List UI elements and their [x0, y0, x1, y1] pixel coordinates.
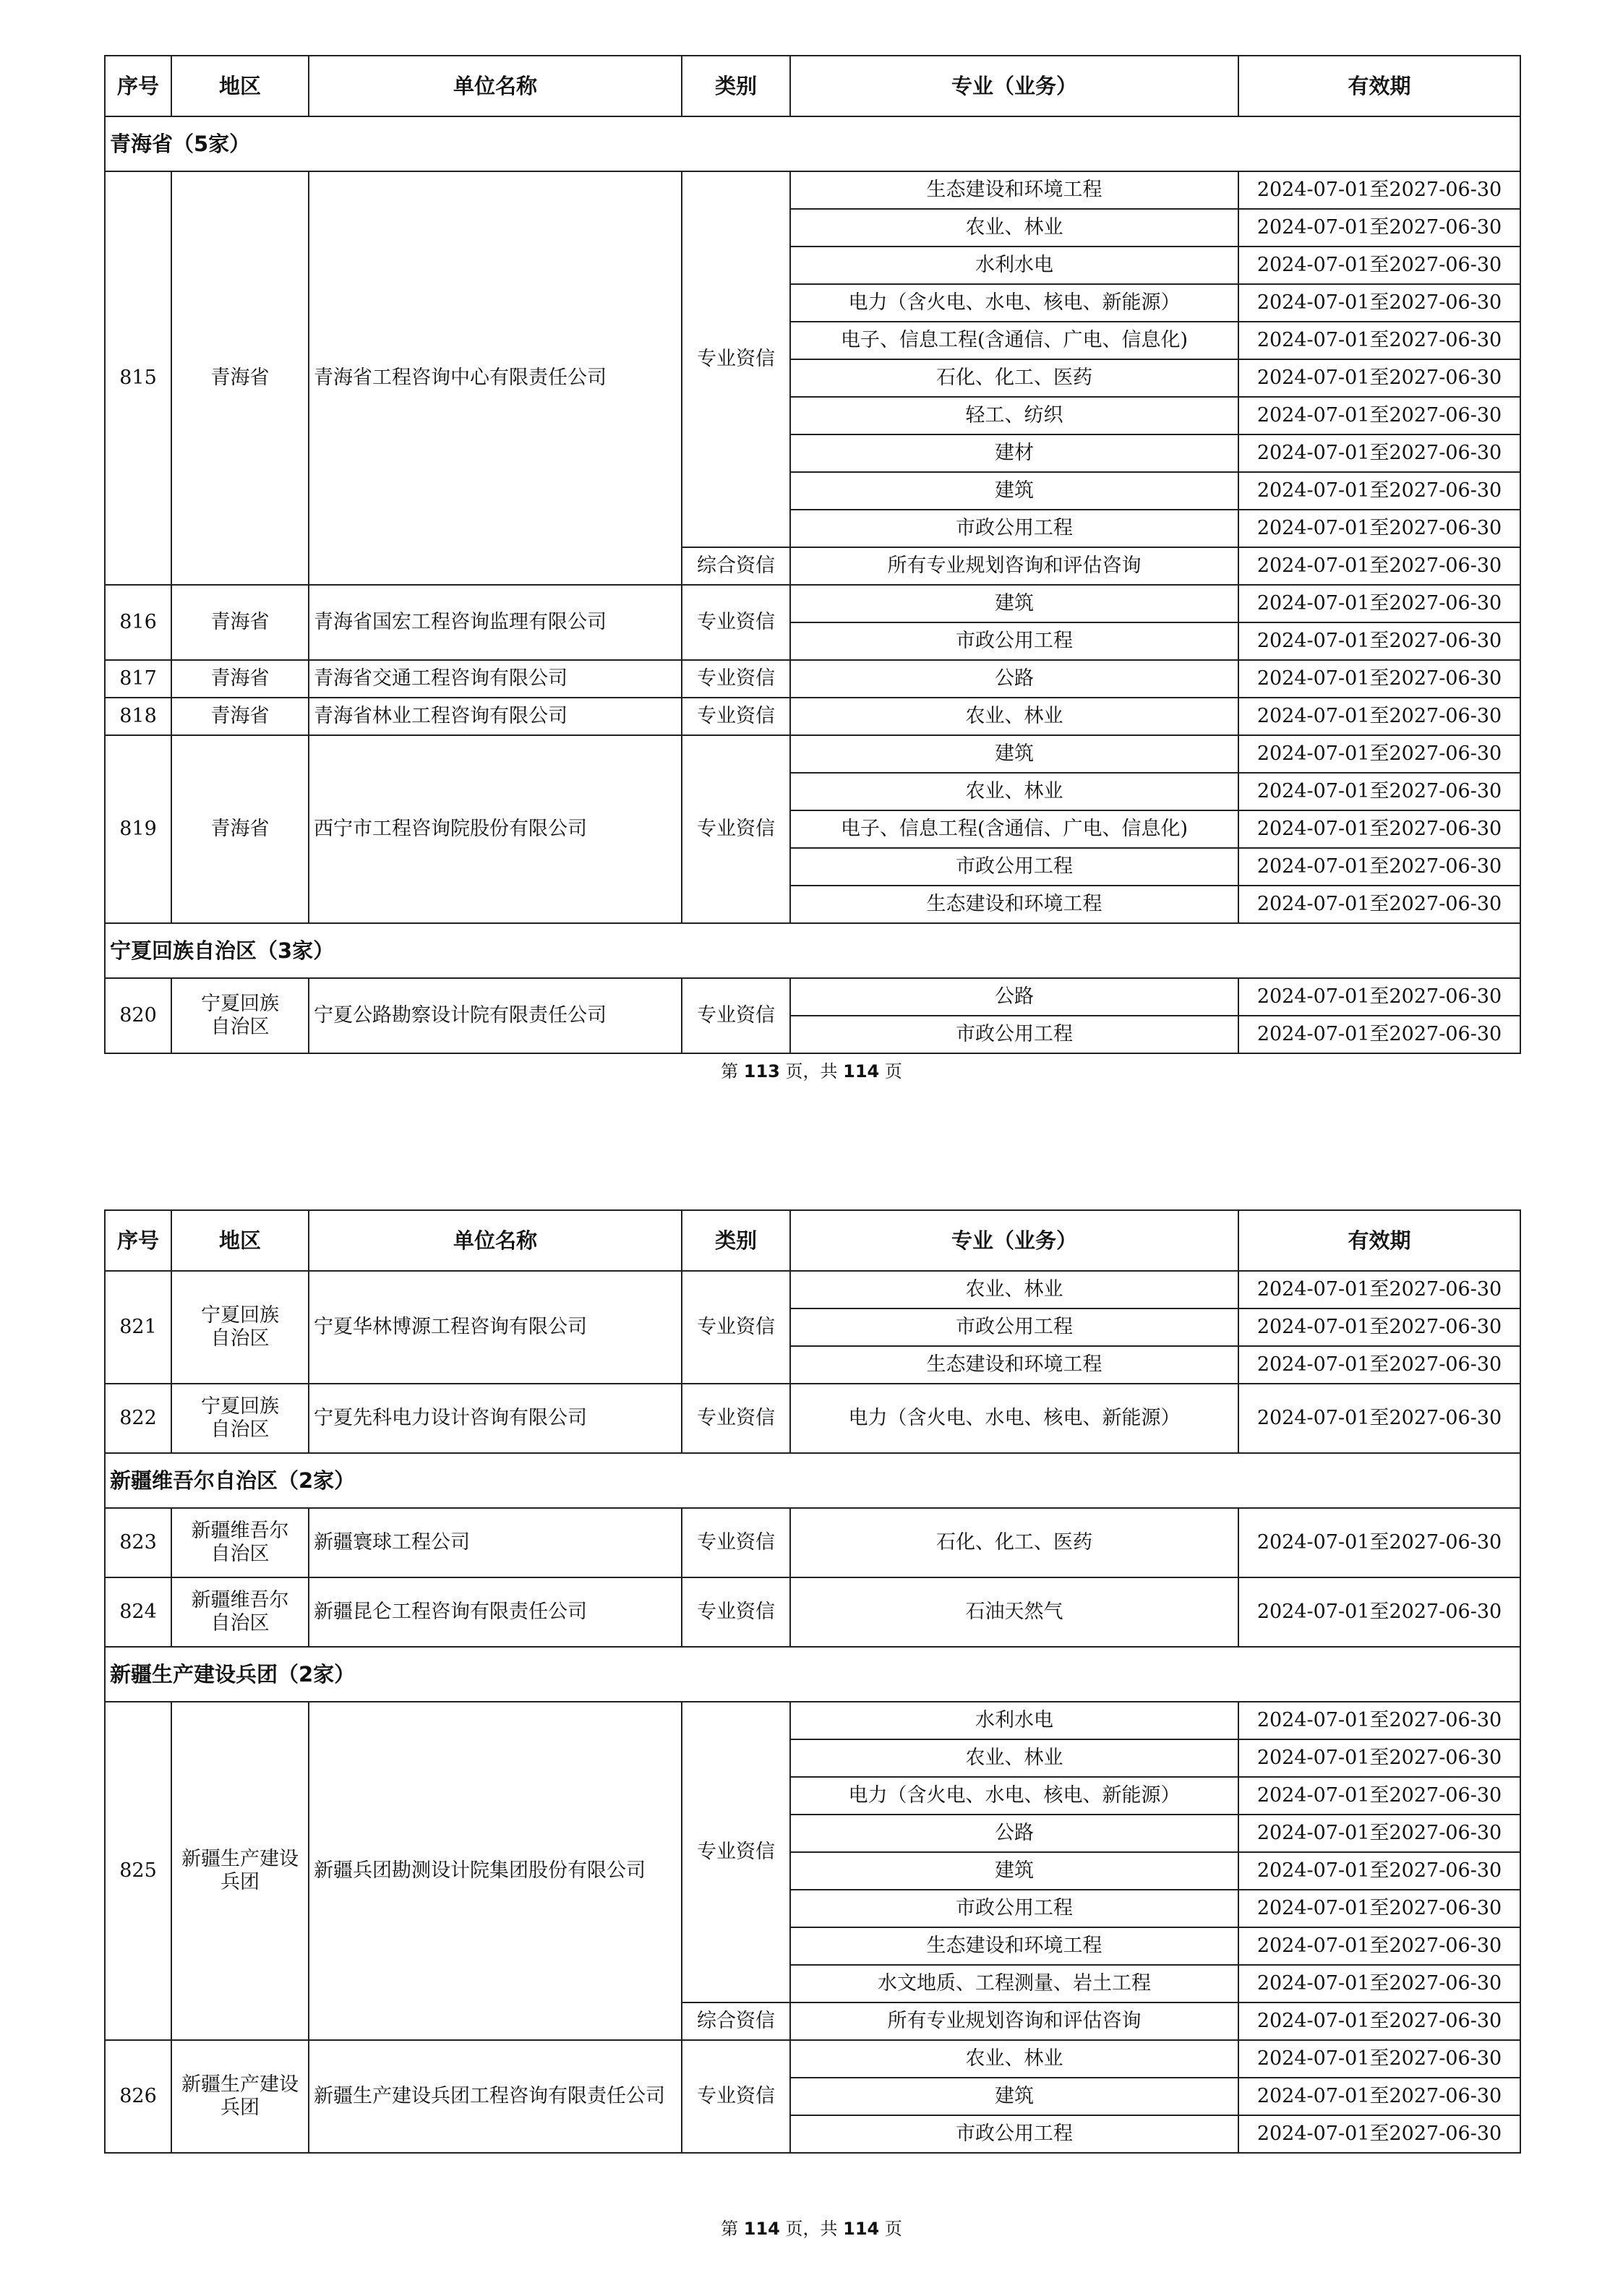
- table-header-row: [105, 56, 1520, 116]
- company-name-cell: 青海省工程咨询中心有限责任公司: [309, 171, 682, 585]
- specialty-cell: 公路: [790, 660, 1238, 698]
- specialty-cell: 公路: [790, 1815, 1238, 1852]
- specialty-cell: 电子、信息工程(含通信、广电、信息化): [790, 810, 1238, 848]
- area-cell: 新疆生产建设 兵团: [171, 1702, 309, 2040]
- table-header-row: [105, 1210, 1520, 1271]
- region-title: 新疆维吾尔自治区（2家）: [105, 1453, 1520, 1508]
- seq-cell: 818: [105, 698, 171, 735]
- company-name-cell: 宁夏华林博源工程咨询有限公司: [309, 1271, 682, 1384]
- table-row: [105, 978, 1520, 1016]
- region-title: 青海省（5家）: [105, 116, 1520, 171]
- header-seq: 序号: [105, 56, 171, 116]
- validity-cell: 2024-07-01至2027-06-30: [1238, 1308, 1520, 1346]
- category-cell: 专业资信: [682, 978, 790, 1053]
- specialty-cell: 建筑: [790, 585, 1238, 622]
- header-validity: 有效期: [1238, 1210, 1520, 1271]
- validity-cell: 2024-07-01至2027-06-30: [1238, 1577, 1520, 1647]
- category-cell: 综合资信: [682, 547, 790, 585]
- company-name-cell: 青海省林业工程咨询有限公司: [309, 698, 682, 735]
- validity-cell: 2024-07-01至2027-06-30: [1238, 1927, 1520, 1965]
- validity-cell: 2024-07-01至2027-06-30: [1238, 585, 1520, 622]
- seq-cell: 819: [105, 735, 171, 923]
- seq-cell: 826: [105, 2040, 171, 2153]
- validity-cell: 2024-07-01至2027-06-30: [1238, 209, 1520, 247]
- validity-cell: 2024-07-01至2027-06-30: [1238, 359, 1520, 397]
- header-seq: 序号: [105, 1210, 171, 1271]
- category-cell: 专业资信: [682, 585, 790, 660]
- company-name-cell: 新疆兵团勘测设计院集团股份有限公司: [309, 1702, 682, 2040]
- specialty-cell: 农业、林业: [790, 1271, 1238, 1308]
- category-cell: 专业资信: [682, 660, 790, 698]
- specialty-cell: 市政公用工程: [790, 1890, 1238, 1927]
- company-name-cell: 宁夏公路勘察设计院有限责任公司: [309, 978, 682, 1053]
- validity-cell: 2024-07-01至2027-06-30: [1238, 1384, 1520, 1453]
- area-cell: 青海省: [171, 735, 309, 923]
- validity-cell: 2024-07-01至2027-06-30: [1238, 1965, 1520, 2002]
- category-cell: 专业资信: [682, 1384, 790, 1453]
- header-name: 单位名称: [309, 56, 682, 116]
- header-specialty: 专业（业务）: [790, 56, 1238, 116]
- validity-cell: 2024-07-01至2027-06-30: [1238, 886, 1520, 923]
- header-specialty: 专业（业务）: [790, 1210, 1238, 1271]
- seq-cell: 816: [105, 585, 171, 660]
- specialty-cell: 水利水电: [790, 247, 1238, 284]
- seq-cell: 824: [105, 1577, 171, 1647]
- specialty-cell: 农业、林业: [790, 773, 1238, 810]
- specialty-cell: 公路: [790, 978, 1238, 1016]
- specialty-cell: 生态建设和环境工程: [790, 171, 1238, 209]
- specialty-cell: 建材: [790, 434, 1238, 472]
- specialty-cell: 市政公用工程: [790, 2115, 1238, 2153]
- specialty-cell: 石油天然气: [790, 1577, 1238, 1647]
- table-row: [105, 1577, 1520, 1647]
- specialty-cell: 建筑: [790, 2078, 1238, 2115]
- validity-cell: 2024-07-01至2027-06-30: [1238, 2078, 1520, 2115]
- company-name-cell: 西宁市工程咨询院股份有限公司: [309, 735, 682, 923]
- specialty-cell: 市政公用工程: [790, 1308, 1238, 1346]
- specialty-cell: 农业、林业: [790, 209, 1238, 247]
- validity-cell: 2024-07-01至2027-06-30: [1238, 2040, 1520, 2078]
- specialty-cell: 电子、信息工程(含通信、广电、信息化): [790, 322, 1238, 359]
- header-validity: 有效期: [1238, 56, 1520, 116]
- area-cell: 宁夏回族 自治区: [171, 1384, 309, 1453]
- validity-cell: 2024-07-01至2027-06-30: [1238, 2115, 1520, 2153]
- company-name-cell: 青海省国宏工程咨询监理有限公司: [309, 585, 682, 660]
- validity-cell: 2024-07-01至2027-06-30: [1238, 1815, 1520, 1852]
- specialty-cell: 市政公用工程: [790, 622, 1238, 660]
- validity-cell: 2024-07-01至2027-06-30: [1238, 1777, 1520, 1815]
- header-name: 单位名称: [309, 1210, 682, 1271]
- validity-cell: 2024-07-01至2027-06-30: [1238, 698, 1520, 735]
- validity-cell: 2024-07-01至2027-06-30: [1238, 735, 1520, 773]
- header-category: 类别: [682, 56, 790, 116]
- specialty-cell: 农业、林业: [790, 698, 1238, 735]
- specialty-cell: 轻工、纺织: [790, 397, 1238, 434]
- table-row: [105, 1271, 1520, 1308]
- area-cell: 青海省: [171, 585, 309, 660]
- specialty-cell: 所有专业规划咨询和评估咨询: [790, 547, 1238, 585]
- area-cell: 青海省: [171, 171, 309, 585]
- validity-cell: 2024-07-01至2027-06-30: [1238, 810, 1520, 848]
- validity-cell: 2024-07-01至2027-06-30: [1238, 1890, 1520, 1927]
- validity-cell: 2024-07-01至2027-06-30: [1238, 1016, 1520, 1053]
- page-total: 114: [843, 1061, 880, 1081]
- specialty-cell: 生态建设和环境工程: [790, 1346, 1238, 1384]
- header-area: 地区: [171, 1210, 309, 1271]
- company-name-cell: 新疆生产建设兵团工程咨询有限责任公司: [309, 2040, 682, 2153]
- specialty-cell: 电力（含火电、水电、核电、新能源）: [790, 284, 1238, 322]
- table-row: [105, 698, 1520, 735]
- specialty-cell: 市政公用工程: [790, 510, 1238, 547]
- seq-cell: 820: [105, 978, 171, 1053]
- specialty-cell: 水利水电: [790, 1702, 1238, 1739]
- specialty-cell: 生态建设和环境工程: [790, 886, 1238, 923]
- specialty-cell: 农业、林业: [790, 2040, 1238, 2078]
- validity-cell: 2024-07-01至2027-06-30: [1238, 397, 1520, 434]
- region-header-row: [105, 1647, 1520, 1702]
- specialty-cell: 建筑: [790, 472, 1238, 510]
- validity-cell: 2024-07-01至2027-06-30: [1238, 1346, 1520, 1384]
- seq-cell: 823: [105, 1508, 171, 1577]
- company-name-cell: 新疆昆仑工程咨询有限责任公司: [309, 1577, 682, 1647]
- specialty-cell: 水文地质、工程测量、岩土工程: [790, 1965, 1238, 2002]
- company-name-cell: 宁夏先科电力设计咨询有限公司: [309, 1384, 682, 1453]
- company-name-cell: 青海省交通工程咨询有限公司: [309, 660, 682, 698]
- seq-cell: 822: [105, 1384, 171, 1453]
- table-row: [105, 585, 1520, 622]
- specialty-cell: 建筑: [790, 1852, 1238, 1890]
- validity-cell: 2024-07-01至2027-06-30: [1238, 773, 1520, 810]
- page-footer-114: 第 114 页，共 114 页: [721, 2219, 902, 2239]
- validity-cell: 2024-07-01至2027-06-30: [1238, 848, 1520, 886]
- area-cell: 宁夏回族 自治区: [171, 978, 309, 1053]
- seq-cell: 815: [105, 171, 171, 585]
- area-cell: 青海省: [171, 698, 309, 735]
- validity-cell: 2024-07-01至2027-06-30: [1238, 978, 1520, 1016]
- specialty-cell: 电力（含火电、水电、核电、新能源）: [790, 1384, 1238, 1453]
- table-row: [105, 1702, 1520, 1739]
- region-header-row: [105, 923, 1520, 978]
- table-row: [105, 1384, 1520, 1453]
- header-area: 地区: [171, 56, 309, 116]
- validity-cell: 2024-07-01至2027-06-30: [1238, 510, 1520, 547]
- page-total: 114: [843, 2219, 880, 2239]
- company-name-cell: 新疆寰球工程公司: [309, 1508, 682, 1577]
- category-cell: 综合资信: [682, 2002, 790, 2040]
- specialty-cell: 市政公用工程: [790, 1016, 1238, 1053]
- specialty-cell: 石化、化工、医药: [790, 1508, 1238, 1577]
- validity-cell: 2024-07-01至2027-06-30: [1238, 1739, 1520, 1777]
- region-title: 宁夏回族自治区（3家）: [105, 923, 1520, 978]
- validity-cell: 2024-07-01至2027-06-30: [1238, 171, 1520, 209]
- specialty-cell: 市政公用工程: [790, 848, 1238, 886]
- table-row: [105, 735, 1520, 773]
- validity-cell: 2024-07-01至2027-06-30: [1238, 434, 1520, 472]
- seq-cell: 817: [105, 660, 171, 698]
- validity-cell: 2024-07-01至2027-06-30: [1238, 1271, 1520, 1308]
- specialty-cell: 石化、化工、医药: [790, 359, 1238, 397]
- validity-cell: 2024-07-01至2027-06-30: [1238, 1702, 1520, 1739]
- page-footer-113: 第 113 页，共 114 页: [721, 1061, 902, 1081]
- specialty-cell: 生态建设和环境工程: [790, 1927, 1238, 1965]
- validity-cell: 2024-07-01至2027-06-30: [1238, 660, 1520, 698]
- validity-cell: 2024-07-01至2027-06-30: [1238, 472, 1520, 510]
- validity-cell: 2024-07-01至2027-06-30: [1238, 2002, 1520, 2040]
- registry-table-page-114: [104, 1209, 1521, 2154]
- specialty-cell: 电力（含火电、水电、核电、新能源）: [790, 1777, 1238, 1815]
- validity-cell: 2024-07-01至2027-06-30: [1238, 247, 1520, 284]
- validity-cell: 2024-07-01至2027-06-30: [1238, 322, 1520, 359]
- validity-cell: 2024-07-01至2027-06-30: [1238, 284, 1520, 322]
- region-title: 新疆生产建设兵团（2家）: [105, 1647, 1520, 1702]
- area-cell: 新疆维吾尔 自治区: [171, 1508, 309, 1577]
- category-cell: 专业资信: [682, 1577, 790, 1647]
- seq-cell: 821: [105, 1271, 171, 1384]
- table-row: [105, 2040, 1520, 2078]
- specialty-cell: 所有专业规划咨询和评估咨询: [790, 2002, 1238, 2040]
- category-cell: 专业资信: [682, 171, 790, 547]
- table-row: [105, 660, 1520, 698]
- registry-table-page-113: [104, 55, 1521, 1054]
- area-cell: 青海省: [171, 660, 309, 698]
- page-number: 114: [743, 2219, 780, 2239]
- validity-cell: 2024-07-01至2027-06-30: [1238, 1852, 1520, 1890]
- table-row: [105, 1508, 1520, 1577]
- seq-cell: 825: [105, 1702, 171, 2040]
- specialty-cell: 建筑: [790, 735, 1238, 773]
- category-cell: 专业资信: [682, 735, 790, 923]
- category-cell: 专业资信: [682, 2040, 790, 2153]
- category-cell: 专业资信: [682, 698, 790, 735]
- validity-cell: 2024-07-01至2027-06-30: [1238, 622, 1520, 660]
- validity-cell: 2024-07-01至2027-06-30: [1238, 1508, 1520, 1577]
- header-category: 类别: [682, 1210, 790, 1271]
- category-cell: 专业资信: [682, 1702, 790, 2002]
- page-number: 113: [743, 1061, 780, 1081]
- region-header-row: [105, 116, 1520, 171]
- category-cell: 专业资信: [682, 1271, 790, 1384]
- category-cell: 专业资信: [682, 1508, 790, 1577]
- validity-cell: 2024-07-01至2027-06-30: [1238, 547, 1520, 585]
- area-cell: 新疆维吾尔 自治区: [171, 1577, 309, 1647]
- area-cell: 宁夏回族 自治区: [171, 1271, 309, 1384]
- area-cell: 新疆生产建设 兵团: [171, 2040, 309, 2153]
- specialty-cell: 农业、林业: [790, 1739, 1238, 1777]
- region-header-row: [105, 1453, 1520, 1508]
- table-row: [105, 171, 1520, 209]
